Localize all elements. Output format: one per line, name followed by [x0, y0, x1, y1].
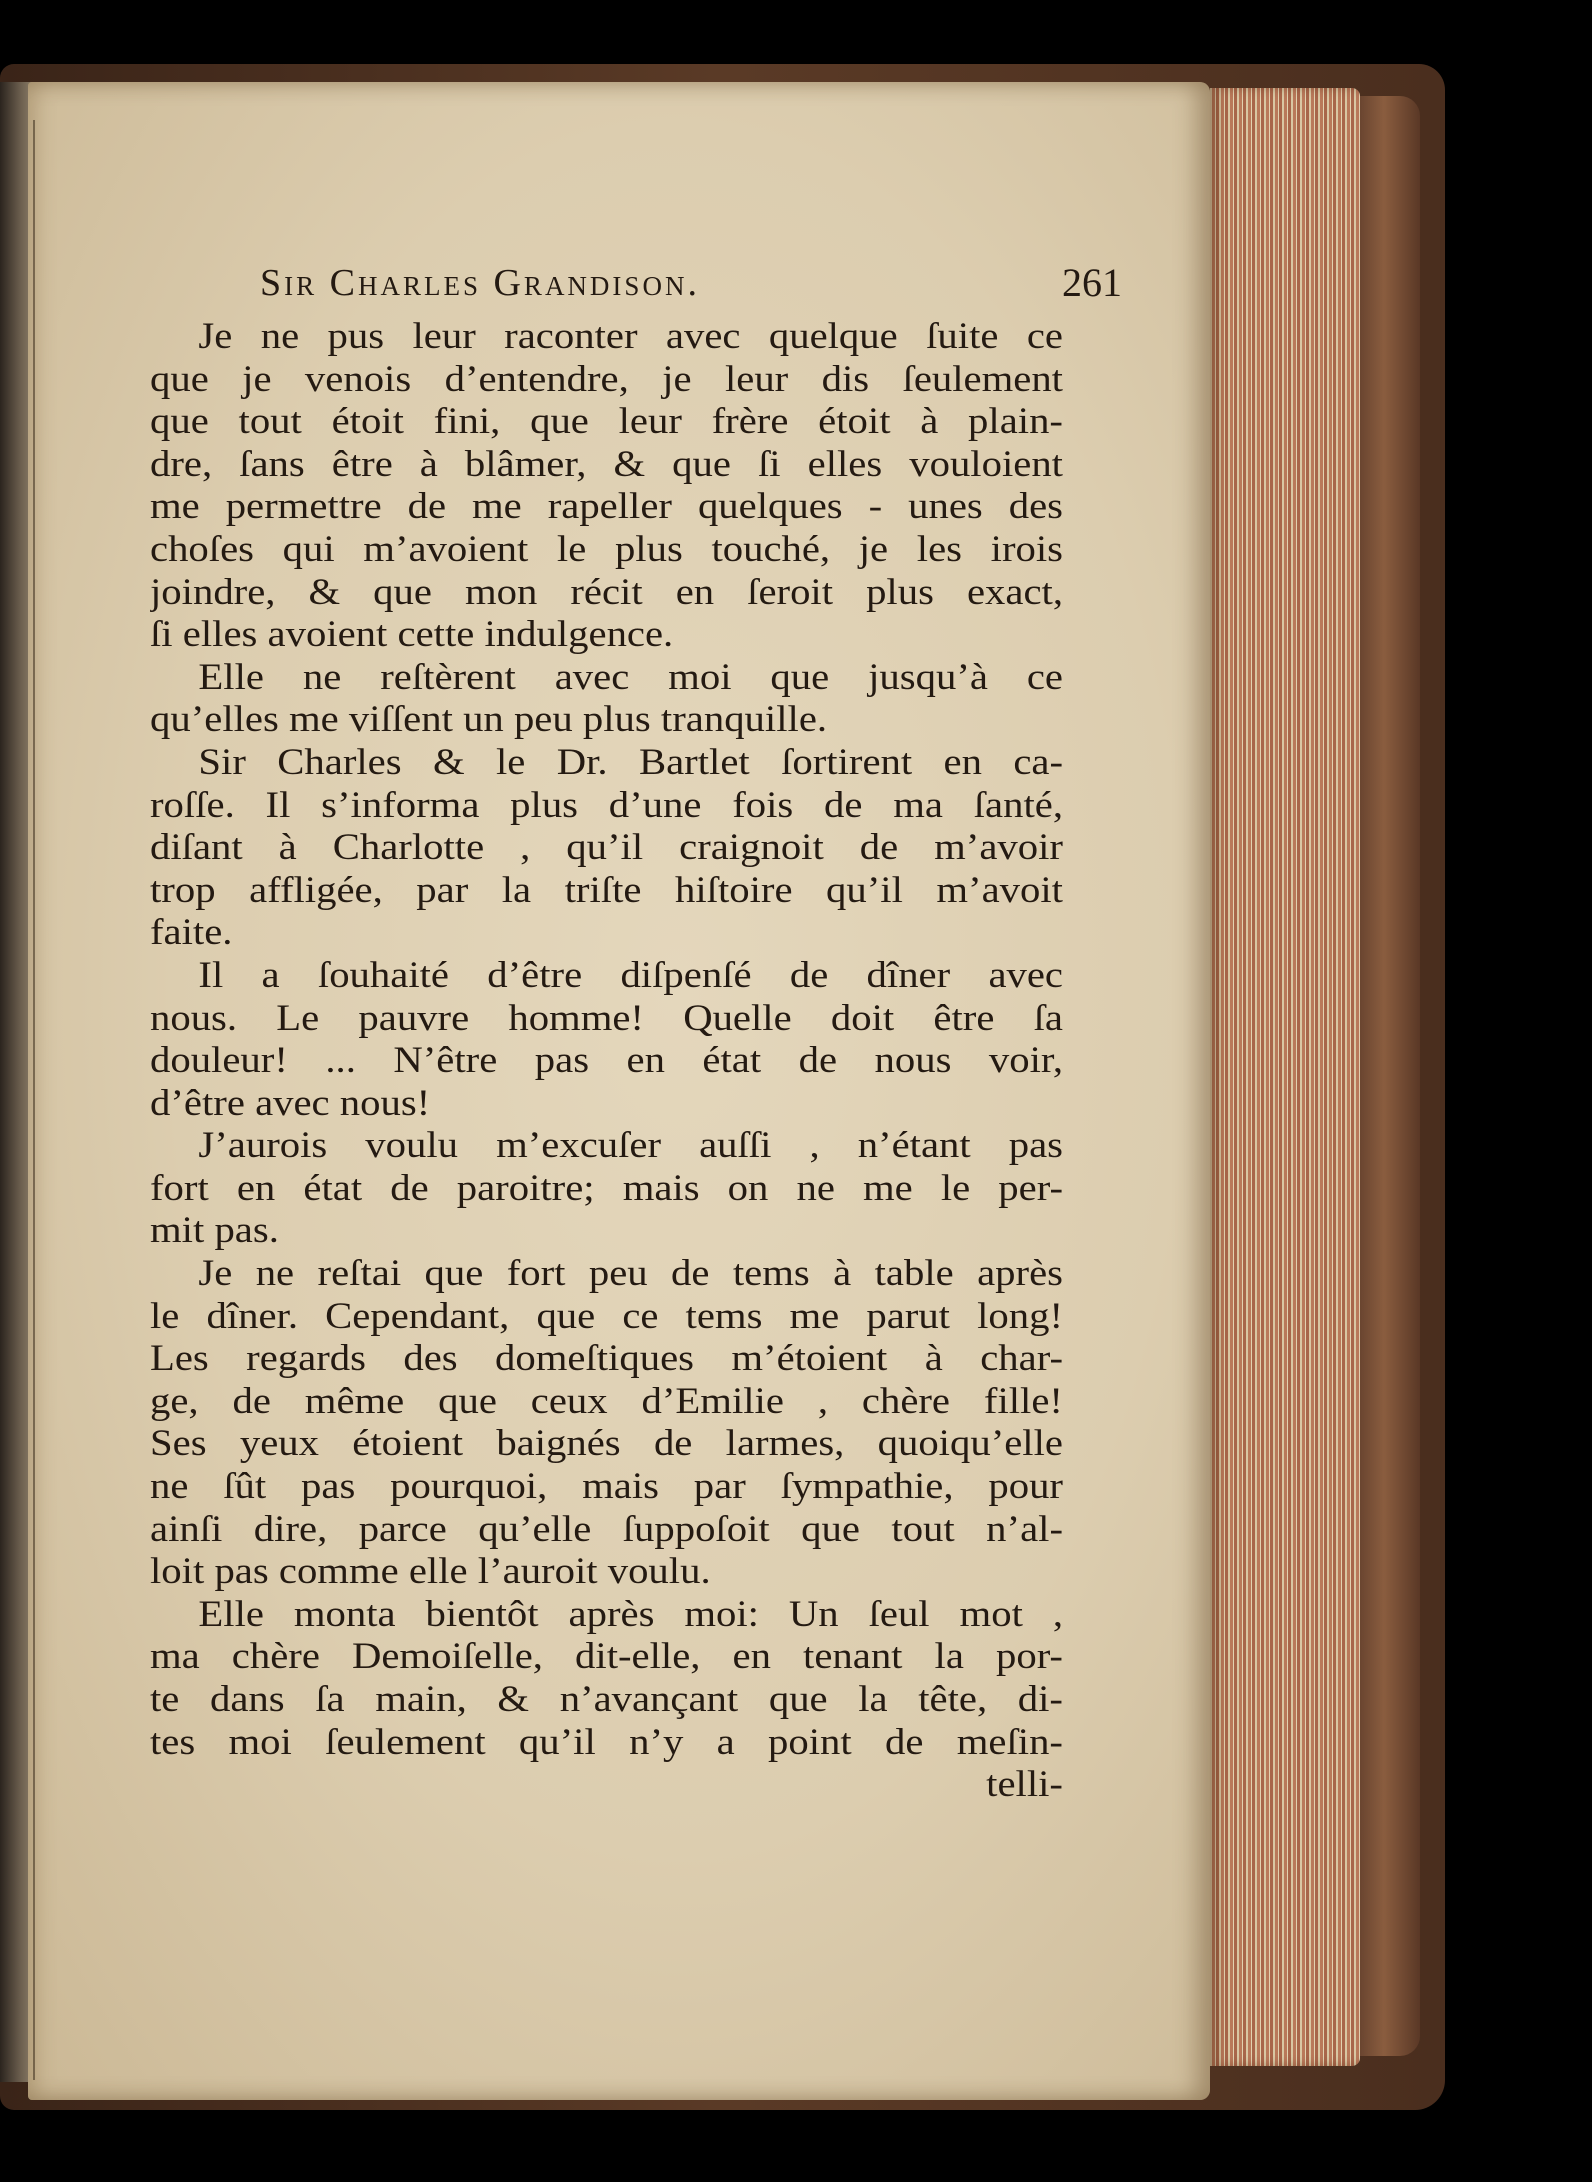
text-line: loit pas comme elle l’auroit voulu. — [150, 1551, 711, 1593]
text-line: Il a ſouhaité d’être diſpenſé de dîner avec — [198, 954, 1063, 996]
text-line: me permettre de me rapeller quelques - unes des — [150, 486, 1063, 528]
text-line: choſes qui m’avoient le plus touché, je les irois — [150, 528, 1063, 570]
text-line: diſant à Charlotte , qu’il craignoit de m’avoir — [150, 827, 1063, 869]
text-line: mit pas. — [150, 1210, 279, 1252]
text-line: ſi elles avoient cette indulgence. — [150, 614, 674, 656]
text-line: Elle monta bientôt après moi: Un ſeul mot , — [198, 1593, 1063, 1635]
text-line: te dans ſa main, & n’avançant que la tête, di- — [150, 1679, 1063, 1720]
text-line: que je venois d’entendre, je leur dis ſeulement — [150, 358, 1063, 400]
text-line: joindre, & que mon récit en ſeroit plus exact, — [150, 571, 1063, 613]
text-block — [150, 316, 1063, 1807]
text-line: Je ne reſtai que fort peu de tems à table après — [198, 1253, 1063, 1295]
running-head: Sir Charles Grandison. — [260, 262, 700, 304]
page-number: 261 — [1062, 260, 1122, 305]
text-line: fort en état de paroitre; mais on ne me le per- — [150, 1167, 1063, 1209]
cover-edge — [1360, 96, 1420, 2056]
text-line: le dîner. Cependant, que ce tems me parut long! — [150, 1295, 1063, 1337]
text-line: Sir Charles & le Dr. Bartlet ſortirent en ca- — [198, 741, 1063, 783]
text-line: J’aurois voulu m’excuſer auſſi , n’étant pas — [198, 1125, 1063, 1167]
text-line: ma chère Demoiſelle, dit-elle, en tenant la por- — [150, 1636, 1063, 1678]
text-line: que tout étoit fini, que leur frère étoit à plain- — [150, 401, 1063, 443]
text-line: Les regards des domeſtiques m’étoient à char- — [150, 1338, 1063, 1380]
text-line: nous. Le pauvre homme! Quelle doit être ſa — [150, 997, 1063, 1039]
text-line: Elle ne reſtèrent avec moi que jusqu’à ce — [198, 656, 1063, 698]
text-line: ainſi dire, parce qu’elle ſuppoſoit que tout n’al- — [150, 1508, 1063, 1550]
text-line: telli- — [986, 1764, 1063, 1806]
gutter-shadow — [33, 120, 35, 2080]
page-fore-edge — [1210, 88, 1360, 2066]
text-line: qu’elles me viſſent un peu plus tranquille. — [150, 699, 828, 741]
text-line: Je ne pus leur raconter avec quelque ſuite ce — [198, 316, 1063, 357]
text-line: d’être avec nous! — [150, 1082, 431, 1124]
text-line: trop affligée, par la triſte hiſtoire qu’il m’avoit — [150, 869, 1063, 911]
text-line: douleur! ... N’être pas en état de nous voir, — [150, 1040, 1063, 1082]
text-line: ge, de même que ceux d’Emilie , chère fille! — [150, 1380, 1063, 1422]
text-line: tes moi ſeulement qu’il n’y a point de meſin- — [150, 1721, 1063, 1763]
text-line: faite. — [150, 912, 233, 954]
text-line: dre, ſans être à blâmer, & que ſi elles vouloient — [150, 443, 1063, 485]
text-line: roſſe. Il s’informa plus d’une fois de ma ſanté, — [150, 784, 1063, 826]
text-line: Ses yeux étoient baignés de larmes, quoiqu’elle — [150, 1423, 1063, 1465]
text-line: ne ſût pas pourquoi, mais par ſympathie, pour — [150, 1466, 1063, 1508]
